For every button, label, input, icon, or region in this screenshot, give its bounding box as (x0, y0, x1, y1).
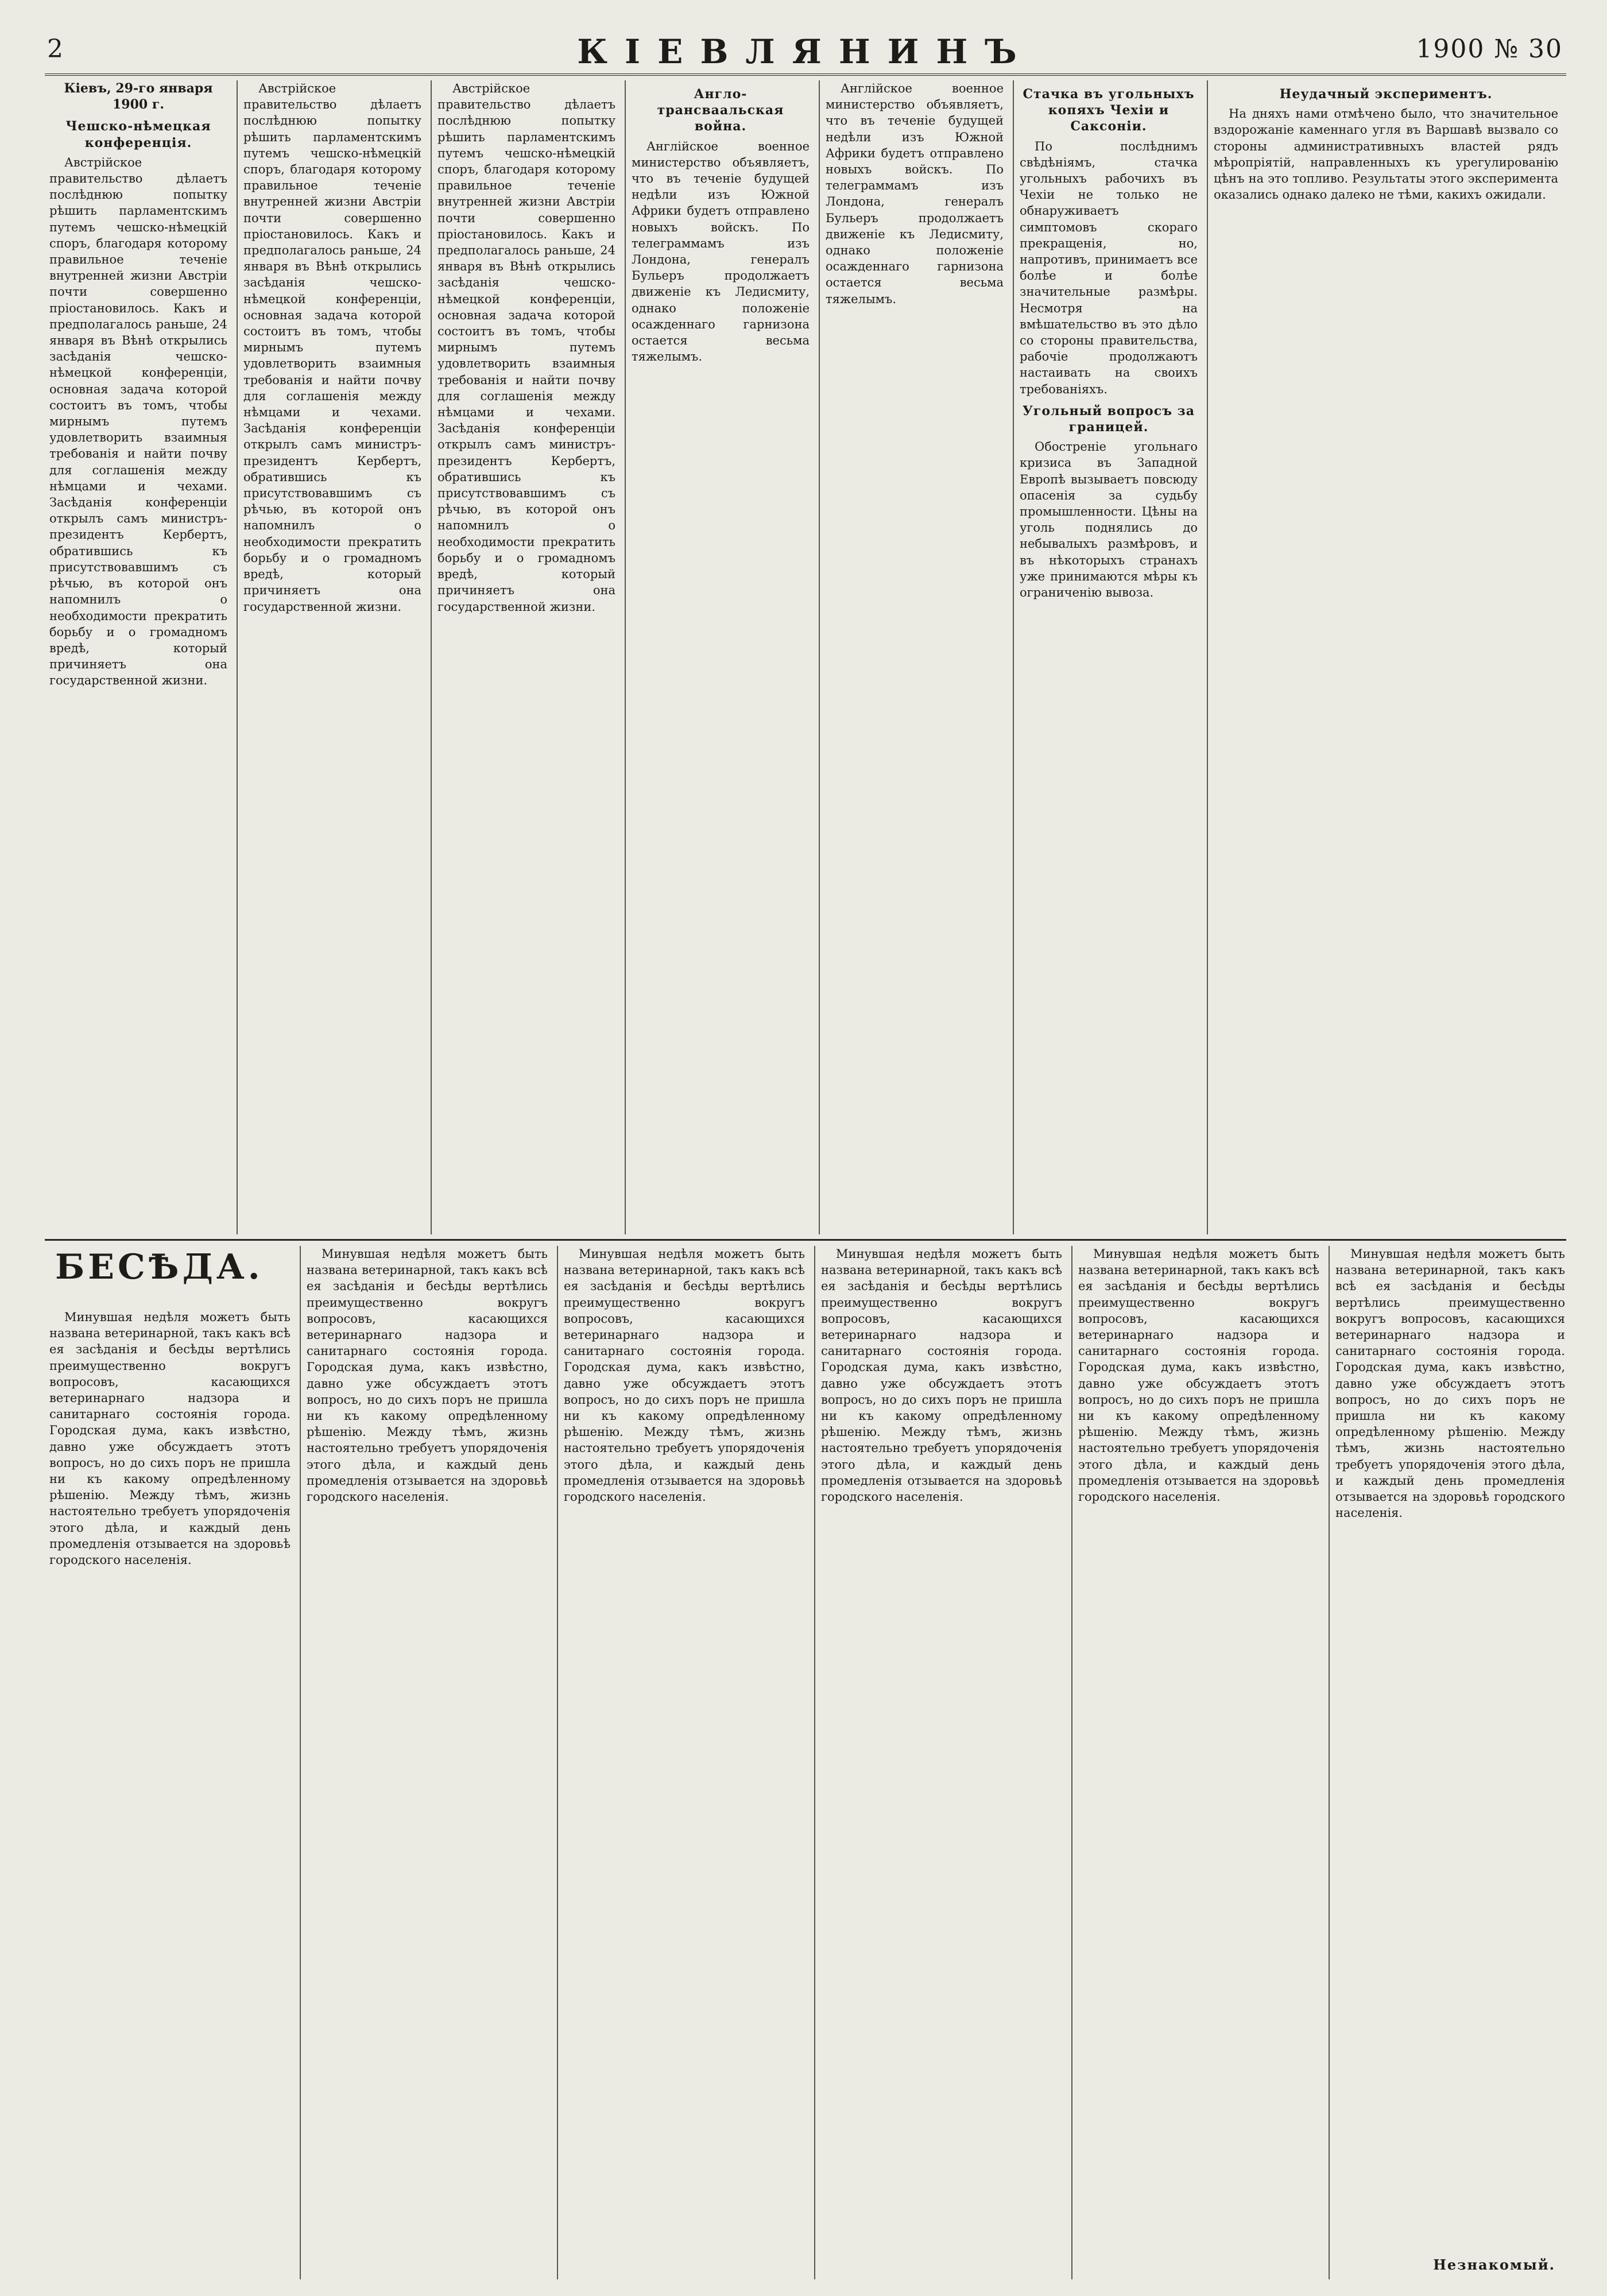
article-title-czech-german: Чешско-нѣмецкая конференція. (65, 119, 211, 150)
column-rule (819, 80, 820, 1234)
feuilleton-body-continued: Минувшая недѣля можетъ быть названа ветеринарной, такъ какъ всѣ ея засѣданія и бесѣды вертѣлись преимущественно вокругъ вопросовъ, касающихся ветеринарнаго надзора и санитарнаго состоянія города. Городская дума, какъ извѣстно, давно уже обсуждаетъ этотъ вопросъ, но до сихъ поръ не пришла ни къ какому опредѣленному рѣшенію. Между тѣмъ, жизнь настоятельно требуетъ упорядоченія этого дѣла, и каждый день промедленія отзывается на здоровьѣ городского населенія. (564, 1247, 805, 1504)
article-title-anglo-transvaal: Англо-трансваальская война. (657, 87, 784, 134)
feuilleton-title: БЕСѢДА. (55, 1247, 264, 1287)
column-rule (625, 80, 626, 1234)
column-rule (1071, 1246, 1072, 2279)
page-number: 2 (47, 34, 63, 64)
article-body-czech-german: Австрійское правительство дѣлаетъ послѣднюю попытку рѣшить парламентскимъ путемъ чешско-нѣмецкій споръ, благодаря которому правильное теченіе внутренней жизни Австріи почти совершенно пріостановилось. Какъ и предполагалось раньше, 24 января въ Вѣнѣ открылись засѣданія чешско-нѣмецкой конференціи, основная задача которой состоитъ въ томъ, чтобы мирнымъ путемъ удовлетворить взаимныя требованія и найти почву для соглашенія между нѣмцами и чехами. Засѣданія конференціи открылъ самъ министръ-президентъ Кербертъ, обратившись къ присутствовавшимъ съ рѣчью, въ которой онъ напомнилъ о необходимости прекратить борьбу и о громадномъ вредѣ, который причиняетъ она государственной жизни. (49, 155, 227, 688)
feuilleton-column-3 (564, 1246, 805, 2216)
feuilleton-column-5 (1078, 1246, 1319, 2216)
article-title-coal-question: Угольный вопросъ за границей. (1023, 403, 1195, 435)
column-7 (1214, 80, 1558, 1234)
article-body-continued: Австрійское правительство дѣлаетъ послѣднюю попытку рѣшить парламентскимъ путемъ чешско-нѣмецкій споръ, благодаря которому правильное теченіе внутренней жизни Австріи почти совершенно пріостановилось. Какъ и предполагалось раньше, 24 января въ Вѣнѣ открылись засѣданія чешско-нѣмецкой конференціи, основная задача которой состоитъ въ томъ, чтобы мирнымъ путемъ удовлетворить взаимныя требованія и найти почву для соглашенія между нѣмцами и чехами. Засѣданія конференціи открылъ самъ министръ-президентъ Кербертъ, обратившись къ присутствовавшимъ съ рѣчью, въ которой онъ напомнилъ о необходимости прекратить борьбу и о громадномъ вредѣ, который причиняетъ она государственной жизни. (243, 82, 421, 614)
article-body-experiment: На дняхъ нами отмѣчено было, что значительное вздорожаніе каменнаго угля въ Варшавѣ вызвало со стороны административныхъ властей рядъ мѣропріятій, направленныхъ къ урегулированію цѣнъ на это топливо. Результаты этого эксперимента оказались однако далеко не тѣми, какихъ ожидали. (1214, 107, 1558, 202)
masthead (45, 28, 1566, 76)
column-5 (826, 80, 1004, 1234)
article-title-experiment: Неудачный экспериментъ. (1279, 87, 1493, 102)
author-signature: Незнакомый. (1433, 2256, 1555, 2273)
feuilleton-column-1 (49, 1309, 291, 2279)
column-rule (814, 1246, 815, 2279)
article-body-continued: Австрійское правительство дѣлаетъ послѣднюю попытку рѣшить парламентскимъ путемъ чешско-нѣмецкій споръ, благодаря которому правильное теченіе внутренней жизни Австріи почти совершенно пріостановилось. Какъ и предполагалось раньше, 24 января въ Вѣнѣ открылись засѣданія чешско-нѣмецкой конференціи, основная задача которой состоитъ въ томъ, чтобы мирнымъ путемъ удовлетворить взаимныя требованія и найти почву для соглашенія между нѣмцами и чехами. Засѣданія конференціи открылъ самъ министръ-президентъ Кербертъ, обратившись къ присутствовавшимъ съ рѣчью, въ которой онъ напомнилъ о необходимости прекратить борьбу и о громадномъ вредѣ, который причиняетъ она государственной жизни. (437, 82, 615, 614)
column-rule (1207, 80, 1208, 1234)
column-rule (300, 1246, 301, 2279)
article-body-coal-question: Обостреніе угольнаго кризиса въ Западной Европѣ вызываетъ повсюду опасенія за судьбу промышленности. Цѣны на уголь поднялись до небывалыхъ размѣровъ, и въ нѣкоторыхъ странахъ уже принимаются мѣры къ ограниченію вывоза. (1020, 440, 1198, 600)
column-2 (243, 80, 421, 1234)
column-6 (1020, 80, 1198, 1234)
column-rule (431, 80, 432, 1234)
column-rule (557, 1246, 558, 2279)
article-title-coal-strike: Стачка въ угольныхъ копяхъ Чехіи и Саксоніи. (1023, 87, 1195, 134)
feuilleton-divider (45, 1239, 1566, 1241)
feuilleton-body-continued: Минувшая недѣля можетъ быть названа ветеринарной, такъ какъ всѣ ея засѣданія и бесѣды вертѣлись преимущественно вокругъ вопросовъ, касающихся ветеринарнаго надзора и санитарнаго состоянія города. Городская дума, какъ извѣстно, давно уже обсуждаетъ этотъ вопросъ, но до сихъ поръ не пришла ни къ какому опредѣленному рѣшенію. Между тѣмъ, жизнь настоятельно требуетъ упорядоченія этого дѣла, и каждый день промедленія отзывается на здоровьѣ городского населенія. (1335, 1247, 1565, 1520)
column-3 (437, 80, 615, 1234)
feuilleton-column-4 (821, 1246, 1062, 2216)
article-body-coal-strike: По послѣднимъ свѣдѣніямъ, стачка угольныхъ рабочихъ въ Чехіи не только не обнаруживаетъ симптомовъ скораго прекращенія, но, напротивъ, принимаетъ все болѣе и болѣе значительные размѣры. Несмотря на вмѣшательство въ это дѣло со стороны правительства, рабочіе продолжаютъ настаивать на своихъ требованіяхъ. (1020, 139, 1198, 396)
column-rule (1013, 80, 1014, 1234)
feuilleton-body: Минувшая недѣля можетъ быть названа ветеринарной, такъ какъ всѣ ея засѣданія и бесѣды вертѣлись преимущественно вокругъ вопросовъ, касающихся ветеринарнаго надзора и санитарнаго состоянія города. Городская дума, какъ извѣстно, давно уже обсуждаетъ этотъ вопросъ, но до сихъ поръ не пришла ни къ какому опредѣленному рѣшенію. Между тѣмъ, жизнь настоятельно требуетъ упорядоченія этого дѣла, и каждый день промедленія отзывается на здоровьѣ городского населенія. (49, 1310, 291, 1567)
feuilleton-body-continued: Минувшая недѣля можетъ быть названа ветеринарной, такъ какъ всѣ ея засѣданія и бесѣды вертѣлись преимущественно вокругъ вопросовъ, касающихся ветеринарнаго надзора и санитарнаго состоянія города. Городская дума, какъ извѣстно, давно уже обсуждаетъ этотъ вопросъ, но до сихъ поръ не пришла ни къ какому опредѣленному рѣшенію. Между тѣмъ, жизнь настоятельно требуетъ упорядоченія этого дѣла, и каждый день промедленія отзывается на здоровьѣ городского населенія. (307, 1247, 548, 1504)
issue-number: 1900 № 30 (1416, 34, 1563, 64)
dateline: Кіевъ, 29-го января 1900 г. (64, 81, 213, 113)
feuilleton-column-2 (307, 1246, 548, 2216)
feuilleton-body-continued: Минувшая недѣля можетъ быть названа ветеринарной, такъ какъ всѣ ея засѣданія и бесѣды вертѣлись преимущественно вокругъ вопросовъ, касающихся ветеринарнаго надзора и санитарнаго состоянія города. Городская дума, какъ извѣстно, давно уже обсуждаетъ этотъ вопросъ, но до сихъ поръ не пришла ни къ какому опредѣленному рѣшенію. Между тѣмъ, жизнь настоятельно требуетъ упорядоченія этого дѣла, и каждый день промедленія отзывается на здоровьѣ городского населенія. (1078, 1247, 1319, 1504)
paper-title: КІЕВЛЯНИНЪ (577, 32, 1034, 71)
column-4 (632, 80, 810, 1234)
column-rule (1329, 1246, 1330, 2279)
column-rule (237, 80, 238, 1234)
article-body-continued: Англійское военное министерство объявляетъ, что въ теченіе будущей недѣли изъ Южной Африки будетъ отправлено новыхъ войскъ. По телеграммамъ изъ Лондона, генералъ Бульеръ продолжаетъ движеніе къ Ледисмиту, однако положеніе осажденнаго гарнизона остается весьма тяжелымъ. (826, 82, 1004, 306)
column-1 (49, 80, 227, 1234)
feuilleton-body-continued: Минувшая недѣля можетъ быть названа ветеринарной, такъ какъ всѣ ея засѣданія и бесѣды вертѣлись преимущественно вокругъ вопросовъ, касающихся ветеринарнаго надзора и санитарнаго состоянія города. Городская дума, какъ извѣстно, давно уже обсуждаетъ этотъ вопросъ, но до сихъ поръ не пришла ни къ какому опредѣленному рѣшенію. Между тѣмъ, жизнь настоятельно требуетъ упорядоченія этого дѣла, и каждый день промедленія отзывается на здоровьѣ городского населенія. (821, 1247, 1062, 1504)
feuilleton-column-6 (1335, 1246, 1565, 2245)
article-body-anglo-transvaal: Англійское военное министерство объявляетъ, что въ теченіе будущей недѣли изъ Южной Африки будетъ отправлено новыхъ войскъ. По телеграммамъ изъ Лондона, генералъ Бульеръ продолжаетъ движеніе къ Ледисмиту, однако положеніе осажденнаго гарнизона остается весьма тяжелымъ. (632, 139, 810, 364)
